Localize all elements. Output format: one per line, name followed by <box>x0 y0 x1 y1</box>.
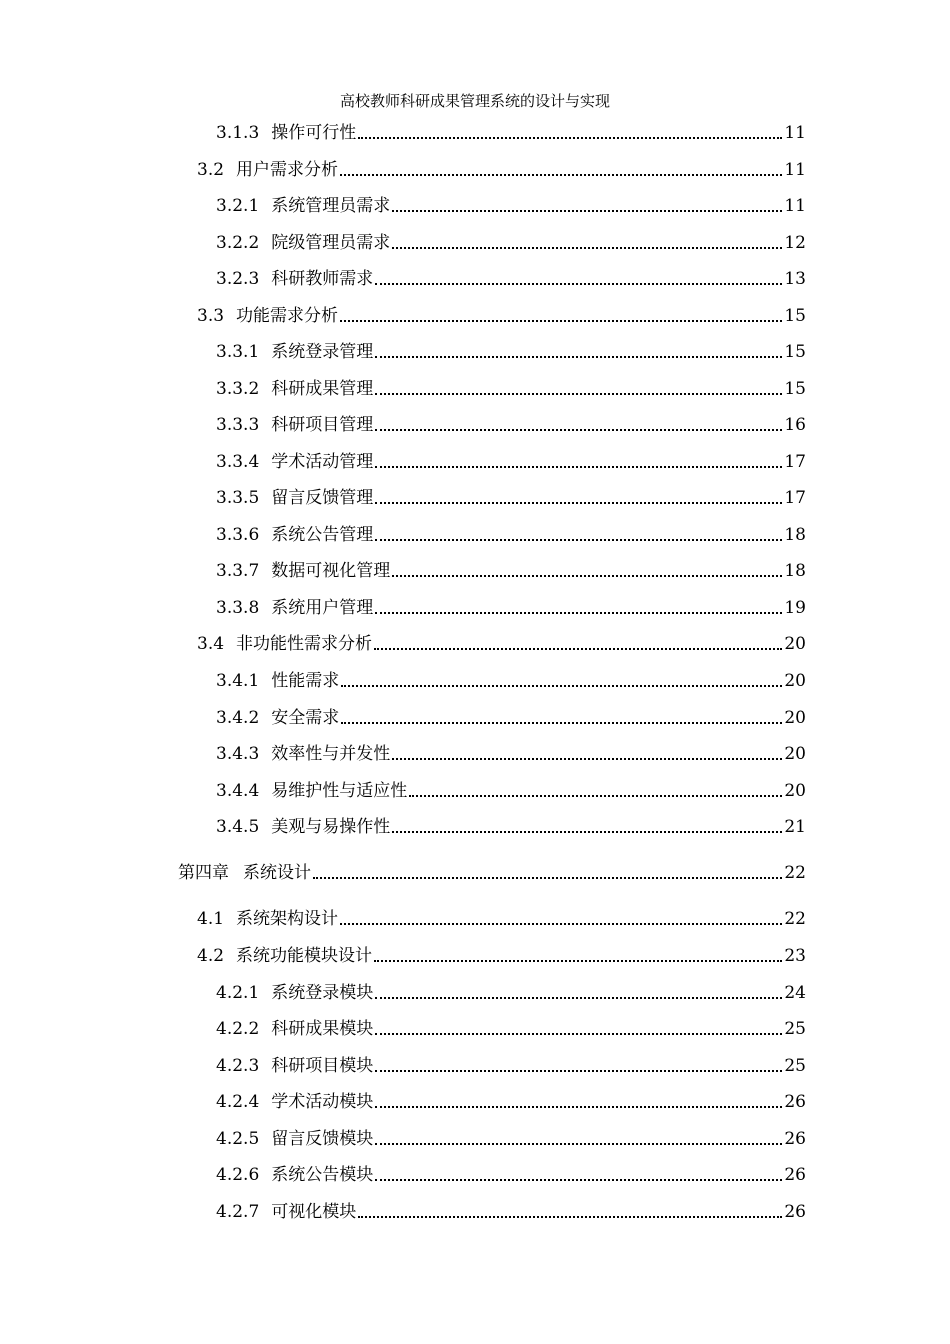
toc-entry-title: 学术活动模块 <box>271 1092 374 1112</box>
toc-dot-leader <box>392 575 782 577</box>
toc-entry-title: 科研成果模块 <box>271 1019 374 1039</box>
toc-entry[interactable] <box>197 631 806 655</box>
toc-entry-title: 美观与易操作性 <box>271 817 391 837</box>
toc-entry-title: 系统公告模块 <box>271 1165 374 1185</box>
toc-entry-page: 11 <box>784 160 806 180</box>
toc-entry-title: 数据可视化管理 <box>271 561 391 581</box>
toc-entry[interactable] <box>197 303 806 327</box>
toc-entry-title: 系统管理员需求 <box>271 196 391 216</box>
toc-entry-number: 4.2.5 <box>216 1129 260 1149</box>
toc-entry-number: 3.3.1 <box>216 342 260 362</box>
toc-entry-page: 12 <box>784 233 806 253</box>
toc-entry-title: 系统公告管理 <box>271 525 374 545</box>
toc-entry[interactable] <box>216 1126 806 1150</box>
toc-entry-page: 20 <box>784 744 806 764</box>
toc-entry-page: 26 <box>784 1129 806 1149</box>
toc-entry-title: 用户需求分析 <box>236 160 339 180</box>
toc-entry-page: 20 <box>784 671 806 691</box>
toc-entry-number: 3.4.2 <box>216 708 260 728</box>
toc-entry-page: 19 <box>784 598 806 618</box>
toc-entry-number: 4.2.3 <box>216 1056 260 1076</box>
toc-entry[interactable] <box>216 485 806 509</box>
toc-entry-number: 3.2.1 <box>216 196 260 216</box>
toc-entry-page: 26 <box>784 1092 806 1112</box>
toc-entry[interactable] <box>216 595 806 619</box>
toc-entry-page: 17 <box>784 452 806 472</box>
toc-entry-number: 4.2.4 <box>216 1092 260 1112</box>
toc-entry-number: 3.3.8 <box>216 598 260 618</box>
toc-dot-leader <box>375 1143 782 1145</box>
toc-entry-page: 11 <box>784 196 806 216</box>
toc-entry-page: 20 <box>784 708 806 728</box>
toc-dot-leader <box>340 923 782 925</box>
toc-entry-page: 22 <box>784 863 806 883</box>
toc-entry-title: 性能需求 <box>271 671 340 691</box>
toc-dot-leader <box>392 247 782 249</box>
toc-dot-leader <box>358 1216 782 1218</box>
toc-entry[interactable] <box>216 814 806 838</box>
toc-dot-leader <box>375 466 782 468</box>
toc-entry-title: 系统用户管理 <box>271 598 374 618</box>
toc-dot-leader <box>409 795 782 797</box>
toc-entry-page: 18 <box>784 525 806 545</box>
toc-entry-number: 3.3.2 <box>216 379 260 399</box>
toc-entry-title: 易维护性与适应性 <box>271 781 408 801</box>
toc-entry-page: 21 <box>784 817 806 837</box>
toc-dot-leader <box>375 393 782 395</box>
toc-entry[interactable] <box>216 558 806 582</box>
toc-entry-title: 科研项目管理 <box>271 415 374 435</box>
toc-entry-title: 安全需求 <box>271 708 340 728</box>
toc-entry-number: 3.2.3 <box>216 269 260 289</box>
toc-entry-title: 可视化模块 <box>271 1202 357 1222</box>
toc-entry-title: 系统架构设计 <box>236 909 339 929</box>
toc-entry[interactable] <box>216 741 806 765</box>
toc-entry-page: 15 <box>784 306 806 326</box>
toc-entry-number: 3.4.4 <box>216 781 260 801</box>
toc-entry-number: 3.3.7 <box>216 561 260 581</box>
toc-entry-page: 24 <box>784 983 806 1003</box>
toc-dot-leader <box>375 1070 782 1072</box>
toc-entry[interactable] <box>216 449 806 473</box>
toc-entry-number: 3.4 <box>197 634 225 654</box>
toc-entry[interactable] <box>216 193 806 217</box>
toc-entry-page: 23 <box>784 946 806 966</box>
toc-chapter-entry[interactable] <box>178 860 806 884</box>
toc-entry-number: 3.2.2 <box>216 233 260 253</box>
toc-entry-page: 11 <box>784 123 806 143</box>
toc-entry-page: 25 <box>784 1019 806 1039</box>
toc-entry[interactable] <box>216 339 806 363</box>
toc-entry-page: 17 <box>784 488 806 508</box>
toc-entry-title: 系统功能模块设计 <box>236 946 373 966</box>
toc-entry-title: 学术活动管理 <box>271 452 374 472</box>
toc-entry-number: 3.1.3 <box>216 123 260 143</box>
toc-entry-number: 3.4.3 <box>216 744 260 764</box>
toc-entry[interactable] <box>216 266 806 290</box>
toc-entry[interactable] <box>216 1199 806 1223</box>
toc-dot-leader <box>375 1033 782 1035</box>
toc-dot-leader <box>375 356 782 358</box>
toc-entry-title: 非功能性需求分析 <box>236 634 373 654</box>
toc-entry-page: 16 <box>784 415 806 435</box>
toc-entry-title: 院级管理员需求 <box>271 233 391 253</box>
toc-dot-leader <box>341 722 782 724</box>
page-header: 高校教师科研成果管理系统的设计与实现 <box>339 92 610 110</box>
toc-entry-number: 第四章 <box>178 863 229 883</box>
toc-entry-page: 20 <box>784 634 806 654</box>
toc-entry-number: 3.3.4 <box>216 452 260 472</box>
toc-dot-leader <box>375 283 782 285</box>
toc-entry-page: 25 <box>784 1056 806 1076</box>
toc-entry[interactable] <box>197 157 806 181</box>
toc-dot-leader <box>374 648 782 650</box>
toc-entry-page: 26 <box>784 1202 806 1222</box>
toc-entry[interactable] <box>216 1089 806 1113</box>
toc-entry[interactable] <box>216 1053 806 1077</box>
toc-dot-leader <box>392 831 782 833</box>
toc-dot-leader <box>374 960 782 962</box>
toc-entry-title: 科研教师需求 <box>271 269 374 289</box>
toc-entry[interactable] <box>216 980 806 1004</box>
toc-entry-page: 15 <box>784 379 806 399</box>
toc-entry-title: 系统设计 <box>243 863 311 883</box>
toc-entry-number: 3.3 <box>197 306 225 326</box>
toc-entry[interactable] <box>216 1016 806 1040</box>
toc-dot-leader <box>375 997 782 999</box>
toc-dot-leader <box>375 1179 782 1181</box>
toc-entry[interactable] <box>216 522 806 546</box>
toc-entry-page: 20 <box>784 781 806 801</box>
toc-dot-leader <box>375 429 782 431</box>
toc-entry-title: 系统登录模块 <box>271 983 374 1003</box>
toc-entry-number: 4.2.7 <box>216 1202 260 1222</box>
toc-dot-leader <box>392 210 782 212</box>
toc-entry-number: 3.3.3 <box>216 415 260 435</box>
toc-entry[interactable] <box>216 230 806 254</box>
toc-dot-leader <box>341 685 782 687</box>
toc-entry-title: 效率性与并发性 <box>271 744 391 764</box>
toc-entry-number: 3.3.6 <box>216 525 260 545</box>
toc-entry[interactable] <box>216 1162 806 1186</box>
toc-entry[interactable] <box>216 705 806 729</box>
toc-entry[interactable] <box>216 412 806 436</box>
toc-entry-title: 留言反馈管理 <box>271 488 374 508</box>
toc-entry-title: 科研项目模块 <box>271 1056 374 1076</box>
toc-entry-title: 系统登录管理 <box>271 342 374 362</box>
toc-dot-leader <box>375 502 782 504</box>
toc-entry-page: 15 <box>784 342 806 362</box>
toc-dot-leader <box>375 539 782 541</box>
toc-dot-leader <box>358 137 782 139</box>
toc-entry[interactable] <box>216 376 806 400</box>
toc-dot-leader <box>375 1106 782 1108</box>
toc-entry-number: 4.2.2 <box>216 1019 260 1039</box>
toc-entry-number: 3.4.5 <box>216 817 260 837</box>
toc-entry-page: 22 <box>784 909 806 929</box>
toc-entry-number: 4.2.1 <box>216 983 260 1003</box>
toc-entry-number: 4.2.6 <box>216 1165 260 1185</box>
toc-entry[interactable] <box>197 943 806 967</box>
toc-dot-leader <box>313 877 782 879</box>
toc-dot-leader <box>375 612 782 614</box>
toc-entry-title: 操作可行性 <box>271 123 357 143</box>
toc-entry[interactable] <box>216 668 806 692</box>
toc-entry-page: 18 <box>784 561 806 581</box>
toc-dot-leader <box>392 758 782 760</box>
toc-entry[interactable] <box>216 778 806 802</box>
toc-entry-title: 留言反馈模块 <box>271 1129 374 1149</box>
toc-entry-number: 4.2 <box>197 946 225 966</box>
toc-entry-number: 3.4.1 <box>216 671 260 691</box>
toc-entry-page: 26 <box>784 1165 806 1185</box>
toc-entry-number: 3.3.5 <box>216 488 260 508</box>
toc-entry-title: 功能需求分析 <box>236 306 339 326</box>
toc-dot-leader <box>340 174 782 176</box>
toc-entry-number: 4.1 <box>197 909 225 929</box>
toc-entry-number: 3.2 <box>197 160 225 180</box>
toc-entry-title: 科研成果管理 <box>271 379 374 399</box>
toc-entry[interactable] <box>197 906 806 930</box>
toc-dot-leader <box>340 320 782 322</box>
toc-entry-page: 13 <box>784 269 806 289</box>
toc-entry[interactable] <box>216 120 806 144</box>
